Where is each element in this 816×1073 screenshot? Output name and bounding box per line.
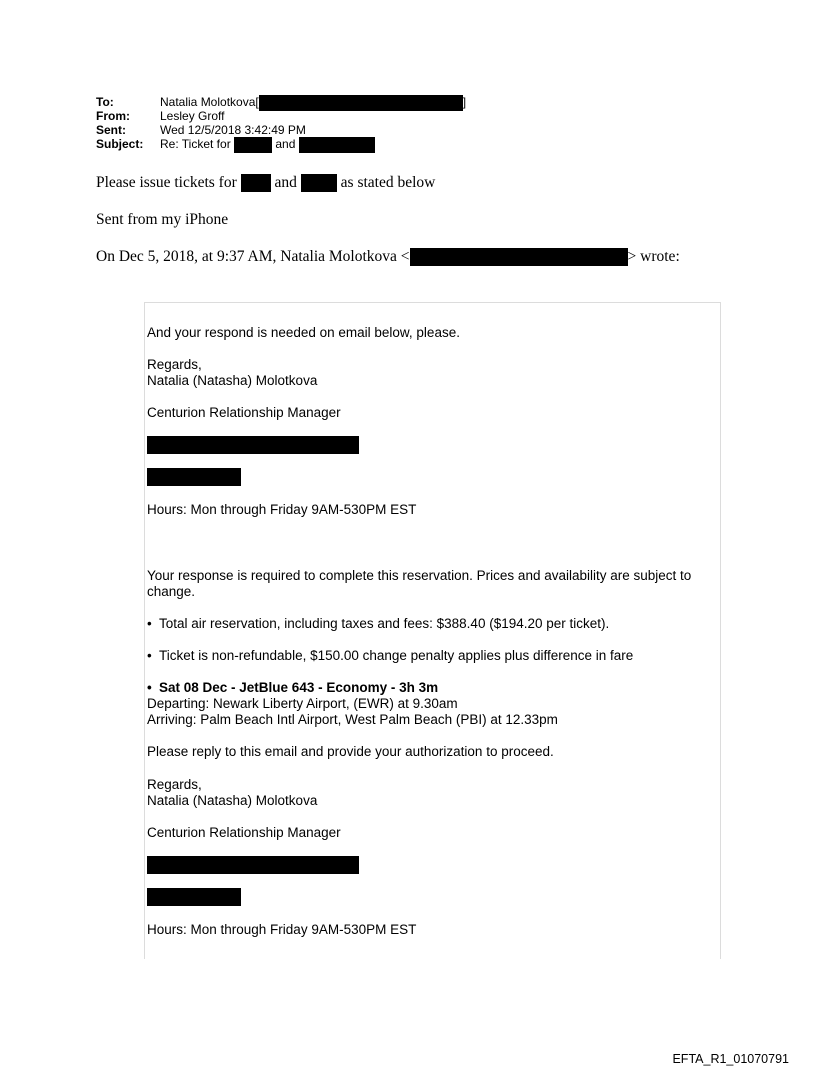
bullet-icon: • xyxy=(147,616,152,631)
reply-line: Please reply to this email and provide your authorization to proceed. xyxy=(147,744,554,759)
from-value: Lesley Groff xyxy=(160,109,225,123)
bullet-total-text: Total air reservation, including taxes and fees: $388.40 ($194.20 per ticket). xyxy=(159,616,610,631)
to-close: ] xyxy=(462,95,467,110)
redaction-box xyxy=(147,436,359,454)
sent-value: Wed 12/5/2018 3:42:49 PM xyxy=(160,123,306,137)
bullet-icon: • xyxy=(147,648,152,663)
sent-from-iphone: Sent from my iPhone xyxy=(96,211,229,228)
line1-and: and xyxy=(274,174,297,191)
bullet-total xyxy=(147,616,609,632)
redaction-box xyxy=(259,95,463,111)
to-value xyxy=(160,95,466,109)
departing: Departing: Newark Liberty Airport, (EWR) at 9.30am xyxy=(147,696,458,711)
to-row xyxy=(96,95,466,109)
bullet-icon: • xyxy=(147,680,152,695)
redaction-box xyxy=(147,888,241,906)
sender-name-1: Natalia (Natasha) Molotkova xyxy=(147,373,318,388)
subject-label: Subject: xyxy=(96,137,144,151)
redaction-box xyxy=(147,856,359,874)
email-header xyxy=(96,95,466,151)
flight-title xyxy=(147,680,438,696)
subject-and: and xyxy=(275,137,296,152)
regards-1: Regards, xyxy=(147,357,202,372)
hours-2: Hours: Mon through Friday 9AM-530PM EST xyxy=(147,922,417,937)
quote-intro-suffix: > wrote: xyxy=(627,248,680,265)
redaction-box xyxy=(410,248,628,266)
arriving: Arriving: Palm Beach Intl Airport, West Palm Beach (PBI) at 12.33pm xyxy=(147,712,558,727)
bullet-ticket-text: Ticket is non-refundable, $150.00 change penalty applies plus difference in fare xyxy=(159,648,634,663)
subject-row xyxy=(96,137,466,151)
sent-label: Sent: xyxy=(96,123,126,137)
sender-title-1: Centurion Relationship Manager xyxy=(147,405,341,420)
sent-row xyxy=(96,123,466,137)
sender-title-2: Centurion Relationship Manager xyxy=(147,825,341,840)
flight-title-text: Sat 08 Dec - JetBlue 643 - Economy - 3h 3m xyxy=(159,680,439,695)
subject-value xyxy=(160,137,375,151)
redaction-box xyxy=(241,174,271,192)
regards-2: Regards, xyxy=(147,777,202,792)
line1-prefix: Please issue tickets for xyxy=(96,174,237,191)
redaction-box xyxy=(147,468,241,486)
respond-line: And your respond is needed on email below, please. xyxy=(147,325,460,340)
from-row xyxy=(96,109,466,123)
redaction-box xyxy=(299,137,375,153)
subject-prefix: Re: Ticket for xyxy=(160,137,231,152)
sender-name-2: Natalia (Natasha) Molotkova xyxy=(147,793,318,808)
to-name: Natalia Molotkova[ xyxy=(160,95,259,110)
hours-1: Hours: Mon through Friday 9AM-530PM EST xyxy=(147,502,417,517)
to-label: To: xyxy=(96,95,114,109)
quote-intro-line xyxy=(96,248,680,266)
document-id: EFTA_R1_01070791 xyxy=(672,1052,789,1066)
response-required: Your response is required to complete this reservation. Prices and availability are subject to change. xyxy=(147,568,692,599)
bullet-ticket xyxy=(147,648,633,664)
from-label: From: xyxy=(96,109,130,123)
issue-tickets-line xyxy=(96,174,435,192)
quoted-message xyxy=(144,302,721,959)
quote-intro-prefix: On Dec 5, 2018, at 9:37 AM, Natalia Molotkova < xyxy=(96,248,410,265)
redaction-box xyxy=(234,137,272,153)
line1-suffix: as stated below xyxy=(340,174,436,191)
redaction-box xyxy=(301,174,337,192)
